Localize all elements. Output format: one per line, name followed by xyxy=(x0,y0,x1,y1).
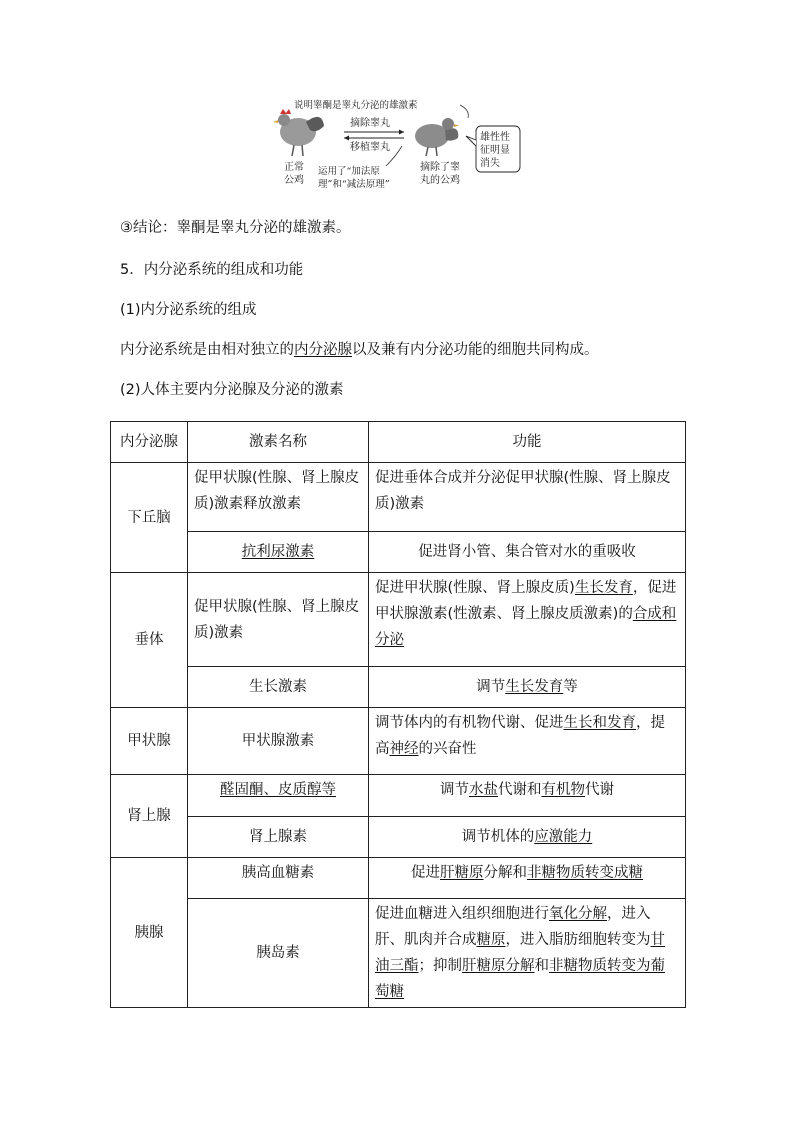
rooster-experiment-diagram xyxy=(270,96,530,200)
table-row xyxy=(111,899,686,1008)
table-row xyxy=(111,573,686,667)
table-row xyxy=(111,463,686,532)
hormone-cell: 生长激素 xyxy=(188,667,369,708)
gland-adrenal: 肾上腺 xyxy=(111,775,188,858)
hormone-cell: 胰岛素 xyxy=(188,899,369,1008)
callout-line-1: 雄性性 xyxy=(480,132,510,143)
table-row xyxy=(111,532,686,573)
left-caption-2: 公鸡 xyxy=(284,175,304,186)
header-function: 功能 xyxy=(369,422,686,463)
composition-paragraph: 内分泌系统是由相对独立的内分泌腺以及兼有内分泌功能的细胞共同构成。 xyxy=(120,342,599,358)
callout-line-3: 消失 xyxy=(480,158,500,169)
table-row xyxy=(111,708,686,775)
bottom-note-1: 运用了“加法原 xyxy=(318,166,380,177)
function-cell: 促进垂体合成并分泌促甲状腺(性腺、肾上腺皮质)激素 xyxy=(369,463,686,532)
hormone-cell: 肾上腺素 xyxy=(188,817,369,858)
header-hormone: 激素名称 xyxy=(188,422,369,463)
hormone-cell: 促甲状腺(性腺、肾上腺皮质)激素释放激素 xyxy=(188,463,369,532)
table-row xyxy=(111,858,686,899)
function-cell: 促进肾小管、集合管对水的重吸收 xyxy=(369,532,686,573)
right-caption-2: 丸的公鸡 xyxy=(420,175,460,186)
gland-hypothalamus: 下丘脑 xyxy=(111,463,188,573)
right-caption-1: 摘除了睾 xyxy=(420,162,460,173)
function-cell: 促进肝糖原分解和非糖物质转变成糖 xyxy=(369,858,686,899)
gland-pancreas: 胰腺 xyxy=(111,858,188,1008)
rooster-experiment-figure xyxy=(270,96,530,200)
function-cell: 调节水盐代谢和有机物代谢 xyxy=(369,775,686,817)
function-cell: 促进甲状腺(性腺、肾上腺皮质)生长发育，促进甲状腺激素(性激素、肾上腺皮质激素)的合成和分泌 xyxy=(369,573,686,667)
endocrine-glands-table xyxy=(110,421,686,1008)
callout-line-2: 征明显 xyxy=(480,145,510,156)
bottom-note-2: 理”和“减法原理” xyxy=(318,179,390,190)
subheading-glands: (2)人体主要内分泌腺及分泌的激素 xyxy=(120,382,344,398)
top-note: 说明睾酮是睾丸分泌的雄激素 xyxy=(294,100,418,111)
function-cell: 调节生长发育等 xyxy=(369,667,686,708)
header-gland: 内分泌腺 xyxy=(111,422,188,463)
table-row xyxy=(111,775,686,817)
table-row xyxy=(111,817,686,858)
function-cell: 调节体内的有机物代谢、促进生长和发育，提高神经的兴奋性 xyxy=(369,708,686,775)
top-note-arrow xyxy=(460,105,468,118)
gland-thyroid: 甲状腺 xyxy=(111,708,188,775)
arrow-remove-label: 摘除睾丸 xyxy=(350,118,390,129)
hormone-cell: 抗利尿激素 xyxy=(188,532,369,573)
function-cell: 调节机体的应激能力 xyxy=(369,817,686,858)
section-5-heading: 5．内分泌系统的组成和功能 xyxy=(120,262,304,278)
table-header-row xyxy=(111,422,686,463)
castrated-rooster-icon xyxy=(415,118,459,156)
hormone-cell: 醛固酮、皮质醇等 xyxy=(188,775,369,817)
hormone-cell: 甲状腺激素 xyxy=(188,708,369,775)
left-caption-1: 正常 xyxy=(284,162,304,173)
arrow-transplant-label: 移植睾丸 xyxy=(350,142,390,153)
table-row xyxy=(111,667,686,708)
gland-pituitary: 垂体 xyxy=(111,573,188,708)
subheading-composition: (1)内分泌系统的组成 xyxy=(120,302,257,318)
hormone-cell: 促甲状腺(性腺、肾上腺皮质)激素 xyxy=(188,573,369,667)
normal-rooster-icon xyxy=(273,109,324,156)
function-cell: 促进血糖进入组织细胞进行氧化分解，进入肝、肌肉并合成糖原，进入脂肪细胞转变为甘油三酯；抑制肝糖原分解和非糖物质转变为葡萄糖 xyxy=(369,899,686,1008)
hormone-cell: 胰高血糖素 xyxy=(188,858,369,899)
conclusion-text: ③结论：睾酮是睾丸分泌的雄激素。 xyxy=(120,220,351,236)
